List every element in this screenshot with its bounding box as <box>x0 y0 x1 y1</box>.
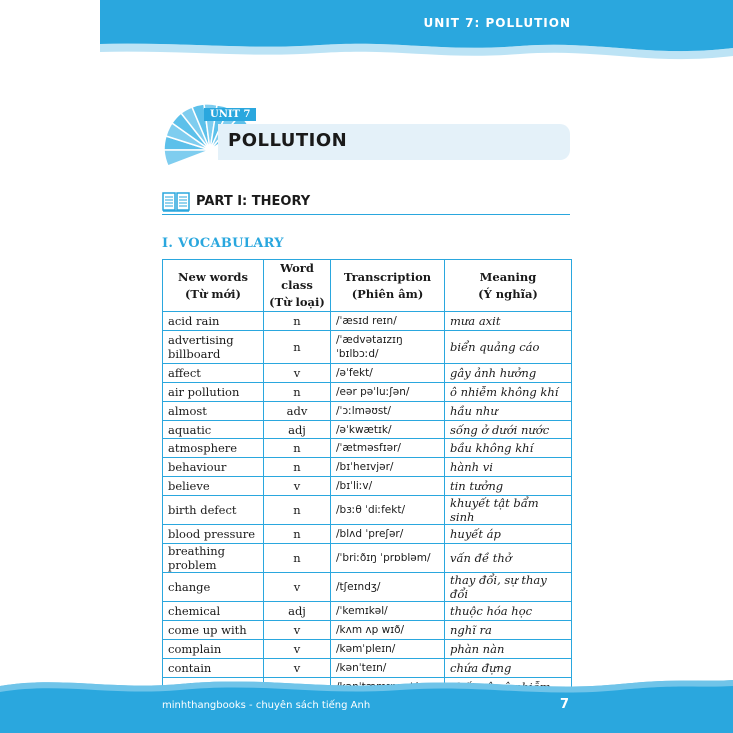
transcription: /ˈædvətaɪzɪŋ ˈbɪlbɔːd/ <box>331 330 445 363</box>
table-row <box>163 382 572 401</box>
transcription: /kʌm ʌp wɪð/ <box>331 620 445 639</box>
vocab-word: birth defect <box>163 496 264 525</box>
table-row <box>163 330 572 363</box>
word-class: adv <box>264 401 331 420</box>
footer-publisher: minhthangbooks - chuyên sách tiếng Anh <box>162 700 371 711</box>
meaning: vấn đề thở <box>445 544 572 573</box>
table-row <box>163 544 572 573</box>
table-row <box>163 401 572 420</box>
meaning: bầu không khí <box>445 439 572 458</box>
table-row <box>163 620 572 639</box>
word-class: v <box>264 573 331 602</box>
unit-label: UNIT 7 <box>204 108 256 121</box>
vocab-word: breathing problem <box>163 544 264 573</box>
book-icon <box>162 191 190 213</box>
meaning: tin tưởng <box>445 477 572 496</box>
word-class: n <box>264 525 331 544</box>
meaning: thay đổi, sự thay đổi <box>445 573 572 602</box>
transcription: /əˈkwætɪk/ <box>331 420 445 439</box>
vocab-word: behaviour <box>163 458 264 477</box>
word-class: adj <box>264 602 331 621</box>
transcription: /blʌd ˈpreʃər/ <box>331 525 445 544</box>
meaning: hành vi <box>445 458 572 477</box>
transcription: /bɪˈheɪvjər/ <box>331 458 445 477</box>
word-class: n <box>264 496 331 525</box>
vocab-word: believe <box>163 477 264 496</box>
meaning: biển quảng cáo <box>445 330 572 363</box>
header-new-words: New words (Từ mới) <box>163 260 264 312</box>
word-class: n <box>264 382 331 401</box>
transcription: /kəmˈpleɪn/ <box>331 639 445 658</box>
vocab-word: blood pressure <box>163 525 264 544</box>
running-header: UNIT 7: POLLUTION <box>423 16 571 30</box>
word-class: n <box>264 458 331 477</box>
unit-title: POLLUTION <box>228 130 348 151</box>
header-wave <box>0 0 733 70</box>
meaning: chứa đựng <box>445 658 572 677</box>
table-row <box>163 496 572 525</box>
word-class: v <box>264 620 331 639</box>
word-class: n <box>264 330 331 363</box>
table-row <box>163 439 572 458</box>
meaning: sống ở dưới nước <box>445 420 572 439</box>
transcription: /əˈfekt/ <box>331 363 445 382</box>
transcription: /kənˈteɪn/ <box>331 658 445 677</box>
vocab-word: complain <box>163 639 264 658</box>
meaning: hầu như <box>445 401 572 420</box>
transcription: /ˈæsɪd reɪn/ <box>331 312 445 331</box>
table-header-row <box>163 260 572 312</box>
part-divider <box>162 214 570 215</box>
vocab-word: aquatic <box>163 420 264 439</box>
word-class: v <box>264 639 331 658</box>
meaning: phàn nàn <box>445 639 572 658</box>
vocab-word: advertising billboard <box>163 330 264 363</box>
word-class: v <box>264 477 331 496</box>
transcription: /eər pəˈluːʃən/ <box>331 382 445 401</box>
section-title: I. VOCABULARY <box>162 236 284 251</box>
vocab-word: change <box>163 573 264 602</box>
vocab-word: contain <box>163 658 264 677</box>
meaning: khuyết tật bẩm sinh <box>445 496 572 525</box>
vocab-word: come up with <box>163 620 264 639</box>
vocab-word: air pollution <box>163 382 264 401</box>
table-row <box>163 525 572 544</box>
table-row <box>163 639 572 658</box>
transcription: /bɪˈliːv/ <box>331 477 445 496</box>
vocab-word: atmosphere <box>163 439 264 458</box>
transcription: /tʃeɪndʒ/ <box>331 573 445 602</box>
table-row <box>163 458 572 477</box>
table-row <box>163 420 572 439</box>
meaning: ô nhiễm không khí <box>445 382 572 401</box>
transcription: /ˈbriːðɪŋ ˈprɒbləm/ <box>331 544 445 573</box>
word-class: adj <box>264 420 331 439</box>
page-number: 7 <box>560 697 570 712</box>
table-row <box>163 477 572 496</box>
transcription: /bɜːθ ˈdiːfekt/ <box>331 496 445 525</box>
word-class: n <box>264 312 331 331</box>
meaning: nghĩ ra <box>445 620 572 639</box>
word-class: n <box>264 439 331 458</box>
vocab-word: acid rain <box>163 312 264 331</box>
meaning: thuộc hóa học <box>445 602 572 621</box>
table-row <box>163 363 572 382</box>
header-transcription: Transcription (Phiên âm) <box>331 260 445 312</box>
meaning: huyết áp <box>445 525 572 544</box>
word-class: v <box>264 658 331 677</box>
transcription: /ˈɔːlməʊst/ <box>331 401 445 420</box>
table-row <box>163 602 572 621</box>
header-word-class: Word class (Từ loại) <box>264 260 331 312</box>
meaning: gây ảnh hưởng <box>445 363 572 382</box>
transcription: /ˈætməsfɪər/ <box>331 439 445 458</box>
word-class: n <box>264 544 331 573</box>
word-class: v <box>264 363 331 382</box>
table-row <box>163 312 572 331</box>
table-row <box>163 573 572 602</box>
header-meaning: Meaning (Ý nghĩa) <box>445 260 572 312</box>
vocab-word: almost <box>163 401 264 420</box>
part-title: PART I: THEORY <box>196 194 311 209</box>
transcription: /ˈkemɪkəl/ <box>331 602 445 621</box>
meaning: mưa axit <box>445 312 572 331</box>
vocabulary-table <box>162 259 572 696</box>
vocab-word: affect <box>163 363 264 382</box>
vocab-word: chemical <box>163 602 264 621</box>
